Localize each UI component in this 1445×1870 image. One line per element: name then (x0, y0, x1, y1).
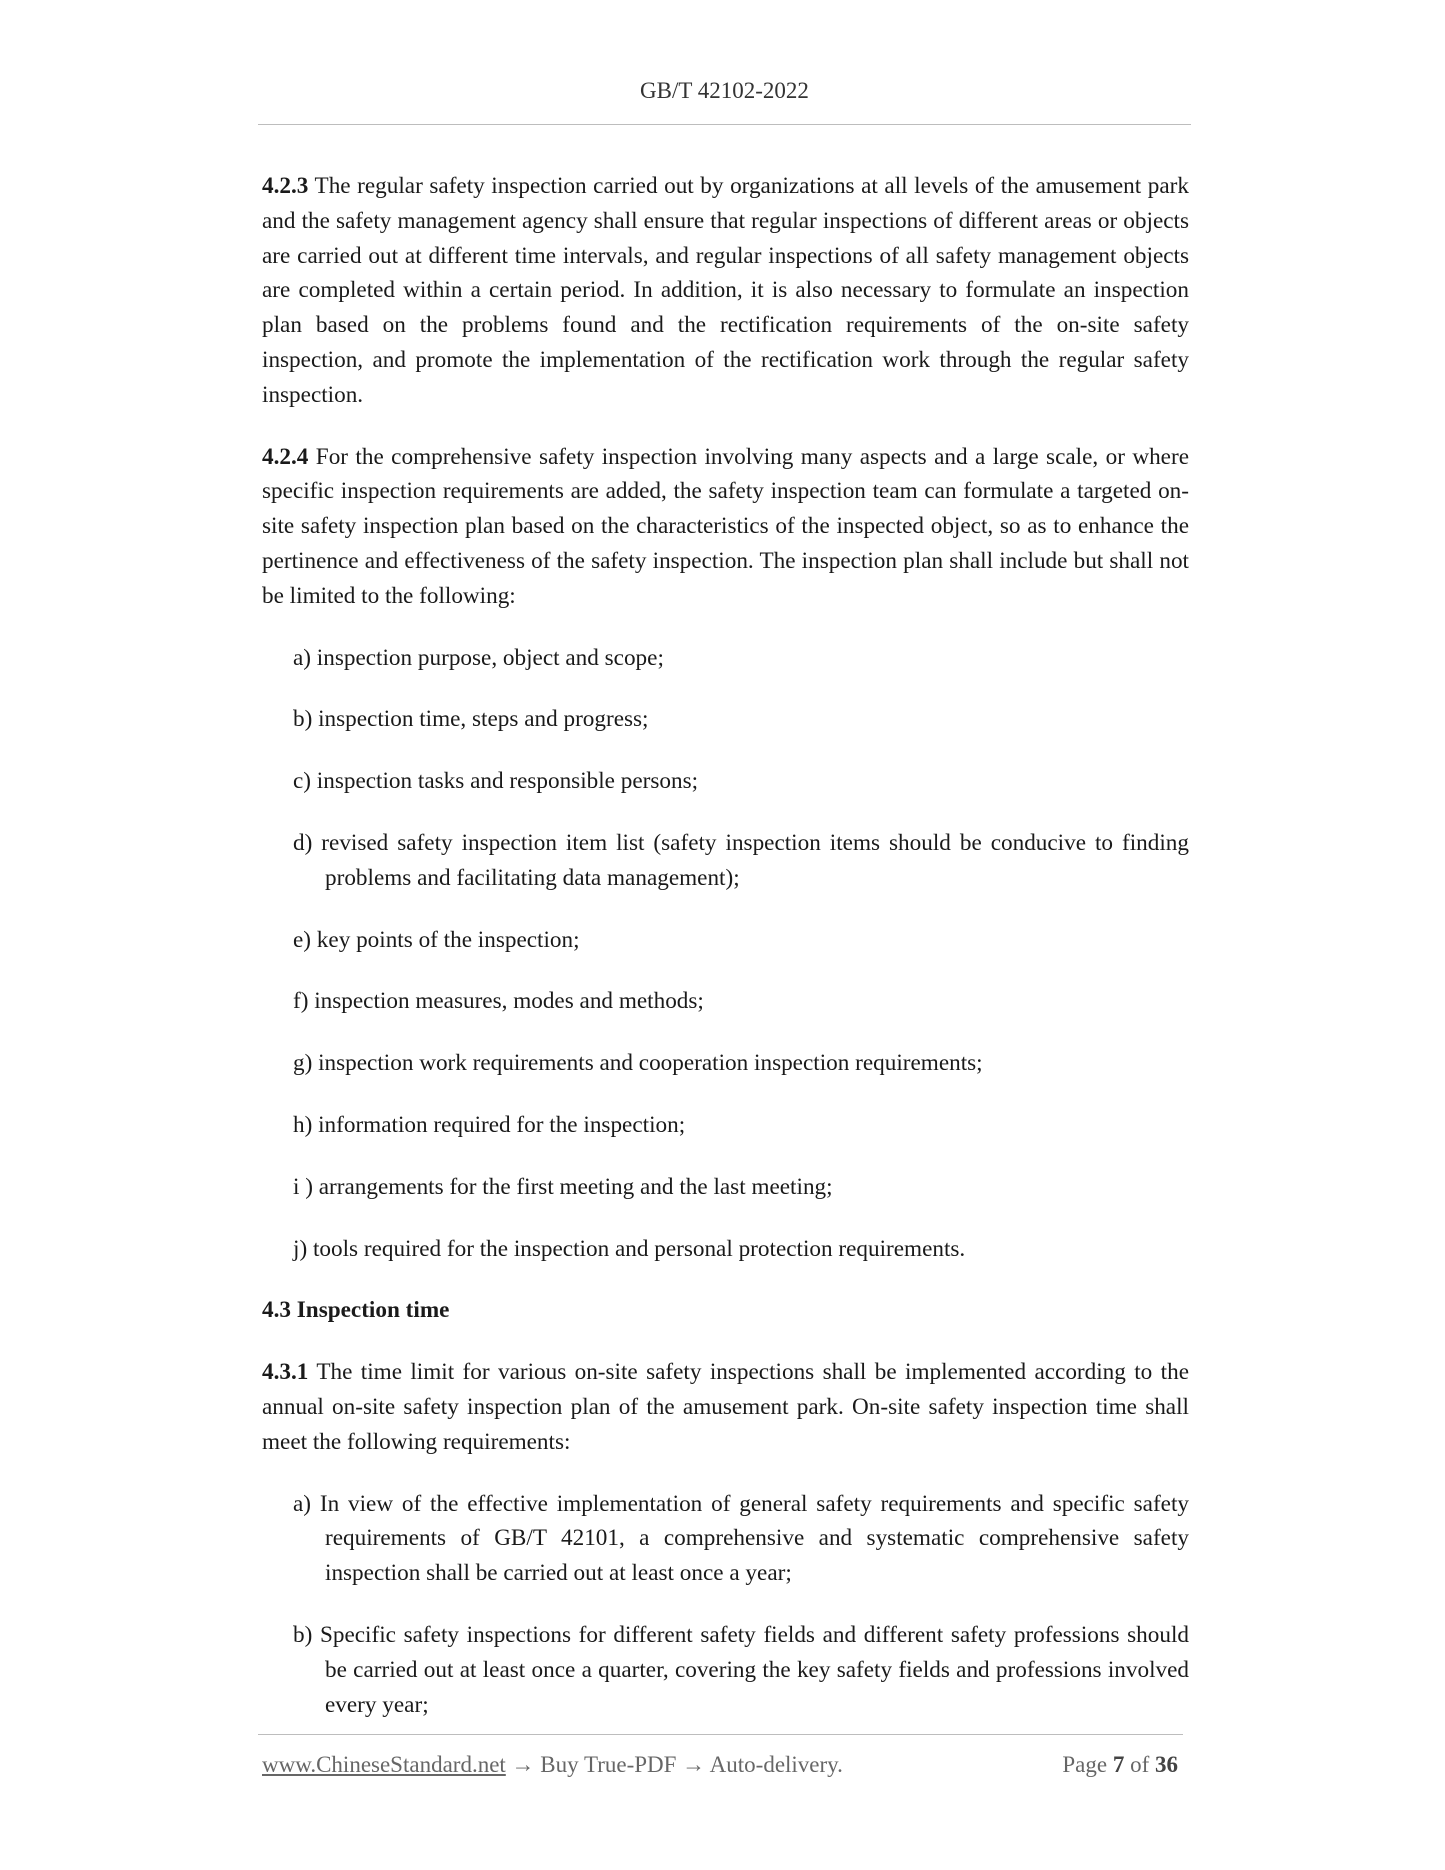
clause-text: The time limit for various on-site safety inspections shall be implemented according to the annual on-site safety inspection plan of the amusement park. On-site safety inspection time shall meet the following requirements: (262, 1359, 1189, 1455)
list-item-b: b) inspection time, steps and progress; (293, 706, 649, 733)
page-footer (262, 1752, 1178, 1778)
clause-number: 4.3.1 (262, 1359, 309, 1386)
page-header (258, 78, 1191, 104)
list-item-a: a) In view of the effective implementation of general safety requirements and specific safety requirements of GB/T 42101, a comprehensive and systematic comprehensive safety inspection shall be carried out at least once a year; (293, 1490, 1189, 1587)
clause-number: 4.2.4 (262, 443, 309, 470)
footer-divider (258, 1734, 1183, 1735)
footer-tagline: → Buy True-PDF → Auto-delivery. (505, 1752, 843, 1777)
list-item-c: c) inspection tasks and responsible persons; (293, 768, 699, 795)
list-item-b: b) Specific safety inspections for different safety fields and different safety professions should be carried out at least once a quarter, covering the key safety fields and professions involved every year; (293, 1621, 1189, 1718)
clause-number: 4.2.3 (262, 173, 309, 199)
list-item-j: j) tools required for the inspection and personal protection requirements. (293, 1235, 966, 1262)
clause-4-3-1 (262, 1355, 1189, 1459)
list-item-f: f) inspection measures, modes and methods; (293, 988, 704, 1015)
clause-4-2-3 (262, 169, 1189, 413)
header-divider (258, 124, 1191, 125)
list-item-g: g) inspection work requirements and cooperation inspection requirements; (293, 1050, 983, 1077)
page-indicator (1062, 1752, 1178, 1778)
list-item-h: h) information required for the inspection; (293, 1111, 686, 1138)
list-item-a: a) inspection purpose, object and scope; (293, 644, 664, 671)
list-item-d: d) revised safety inspection item list (safety inspection items should be conducive to finding problems and facilitating data management); (293, 829, 1189, 891)
section-title-4-3: 4.3 Inspection time (262, 1297, 450, 1324)
page-label: Page (1062, 1752, 1108, 1777)
list-item-i: i ) arrangements for the first meeting and the last meeting; (293, 1173, 833, 1200)
site-link[interactable]: www.ChineseStandard.net (262, 1752, 506, 1777)
clause-text: The regular safety inspection carried out by organizations at all levels of the amusement park and the safety management agency shall ensure that regular inspections of different areas or objects are carried out at different time intervals, and regular inspections of all safety management objects are completed within a certain period. In addition, it is also necessary to formulate an inspection plan based on the problems found and the rectification requirements of the on-site safety inspection, and promote the implementation of the rectification work through the regular safety inspection. (262, 173, 1189, 408)
document-code: GB/T 42102-2022 (640, 78, 809, 103)
footer-promo (262, 1752, 843, 1778)
page-total: 36 (1155, 1752, 1178, 1777)
of-label: of (1130, 1752, 1150, 1777)
list-item-e: e) key points of the inspection; (293, 926, 580, 953)
page-number: 7 (1112, 1752, 1125, 1777)
page-content (262, 169, 1189, 1749)
clause-text: For the comprehensive safety inspection involving many aspects and a large scale, or where specific inspection requirements are added, the safety inspection team can formulate a targeted on-site safety inspection plan based on the characteristics of the inspected object, so as to enhance the pertinence and effectiveness of the safety inspection. The inspection plan shall include but shall not be limited to the following: (262, 443, 1189, 609)
clause-4-2-4 (262, 440, 1189, 614)
